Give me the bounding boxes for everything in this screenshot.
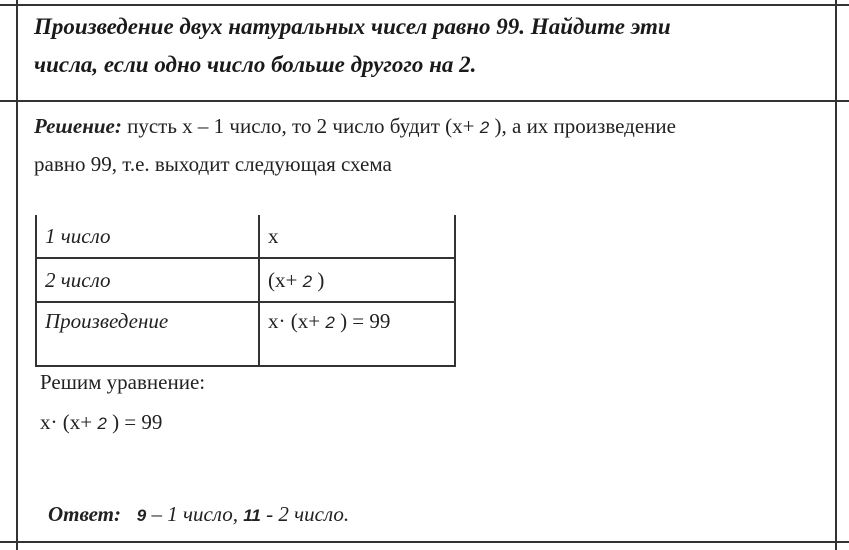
row-value-a: х [268,223,279,248]
row-divider-line [0,100,849,102]
answer-first-value: 9 [136,506,147,525]
equation-intro: Решим уравнение: [40,370,206,394]
equation-part-a: х· (х+ [40,410,98,434]
equation-part-c: ) = 99 [106,410,163,434]
table-row [36,215,455,258]
answer-second-text: - 2 число. [260,502,350,526]
table-row [36,258,455,302]
row-value [259,258,455,302]
problem-line-1: Произведение двух натуральных чисел равно 99. Найдите эти [34,14,671,39]
row-label: Произведение [36,302,259,366]
answer-first-text: – 1 число, [146,502,244,526]
answer-line [48,502,349,527]
top-border-line [0,4,849,6]
row-value [259,215,455,258]
table-row [36,302,455,366]
answer-label: Ответ: [48,502,121,526]
solution-line-2: равно 99, т.е. выходит следующая схема [34,152,392,176]
equation-part-b: 2 [97,414,107,433]
problem-line-2: числа, если одно число больше другого на 2. [34,52,477,77]
row-value [259,302,455,366]
solution-label: Решение: [34,114,122,138]
row-value-c: ) = 99 [334,309,391,333]
solution-text-1a: пусть х – 1 число, то 2 число будит (х+ [127,114,480,138]
solution-line-1 [34,112,834,142]
row-value-a: (х+ [268,267,303,292]
problem-statement [34,8,824,84]
row-value-b: 2 [302,271,313,291]
row-label: 2 число [36,258,259,302]
answer-second-value: 11 [243,506,261,525]
row-label: 1 число [36,215,259,258]
right-border-line [835,0,837,550]
bottom-border-line [0,541,849,543]
left-border-line [16,0,18,550]
solution-insert-value: 2 [479,118,490,137]
solution-text-1b: ), а их произведение [489,114,676,138]
equation [40,410,162,435]
scheme-table [35,215,456,367]
row-value-a: х· (х+ [268,309,326,333]
row-value-c: ) [312,267,325,292]
row-value-b: 2 [325,313,335,332]
